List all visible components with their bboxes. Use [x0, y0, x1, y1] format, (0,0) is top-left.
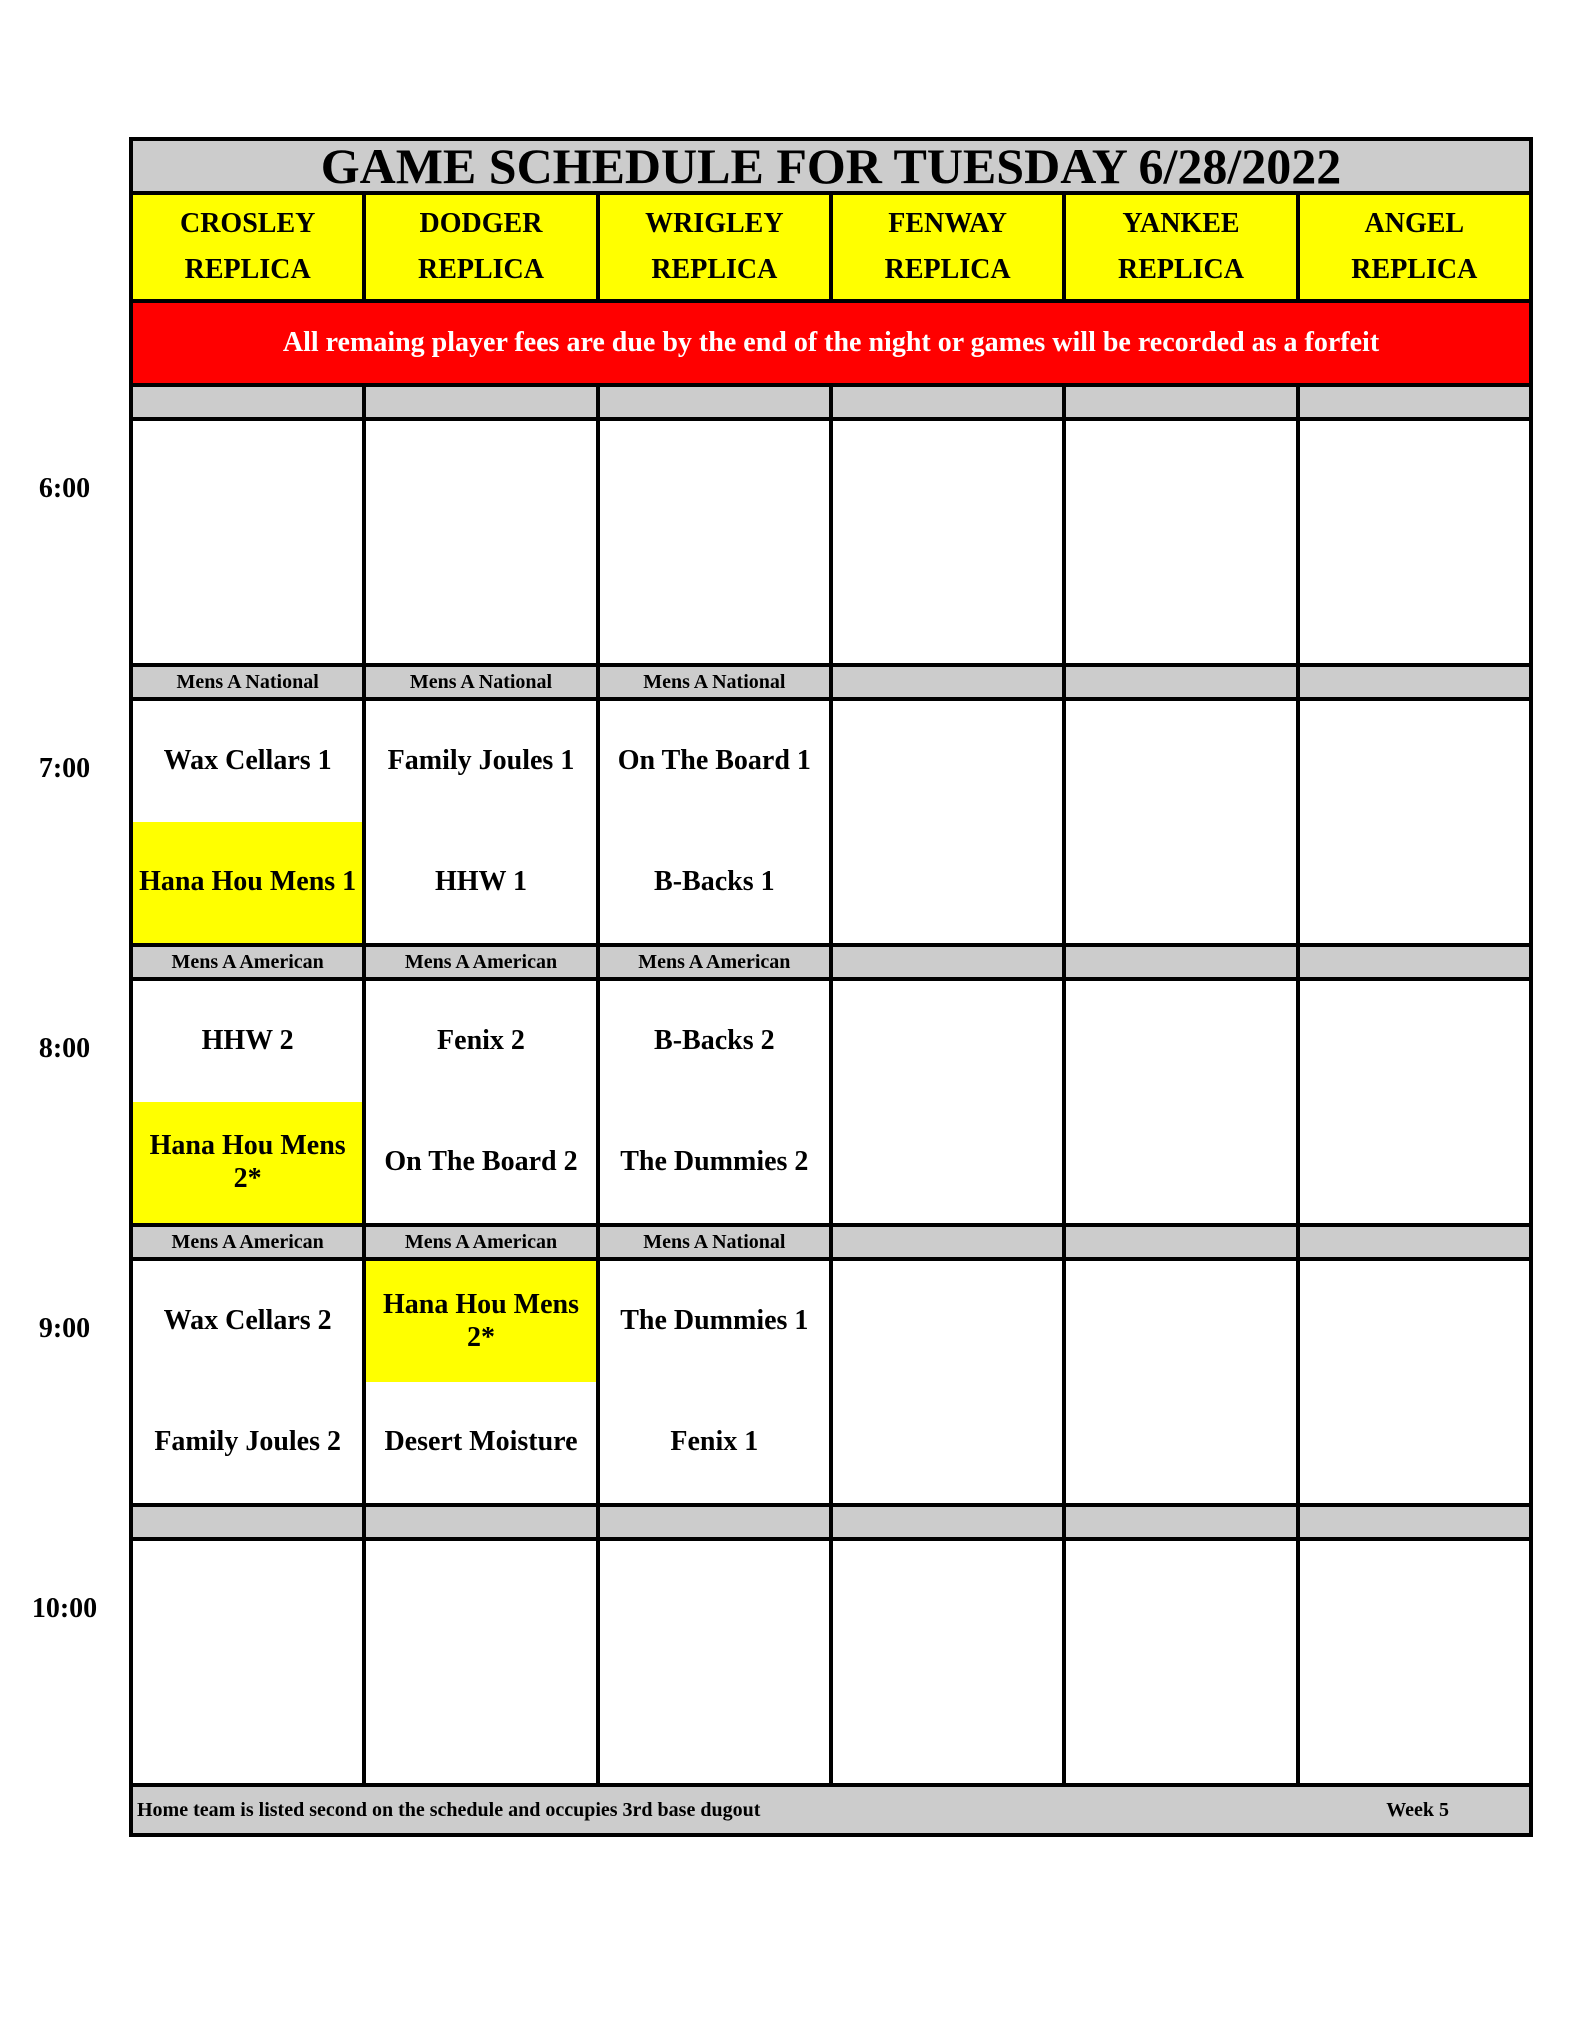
time-label: 7:00: [38, 753, 91, 784]
field-header: [1300, 195, 1529, 299]
away-team: [833, 421, 1062, 542]
field-sub: REPLICA: [1117, 254, 1244, 285]
field-header: [366, 195, 599, 299]
division-label-row: [133, 1507, 1529, 1541]
division-label: [1066, 667, 1299, 697]
field-sub: REPLICA: [184, 254, 311, 285]
division-label: Mens A American: [133, 947, 366, 977]
division-label: [1066, 1227, 1299, 1257]
home-team-note: Home team is listed second on the schedule and occupies 3rd base dugout: [137, 1798, 761, 1821]
field-sub: REPLICA: [651, 254, 778, 285]
game-cell: [366, 1261, 599, 1503]
home-team: [1300, 542, 1529, 663]
away-team: The Dummies 1: [620, 1305, 809, 1337]
division-label: [833, 667, 1066, 697]
home-team: [133, 542, 362, 663]
away-team: [1300, 701, 1529, 822]
time-slot-row: [133, 1541, 1529, 1787]
game-cell: [833, 981, 1066, 1223]
field-name: DODGER: [419, 208, 543, 239]
game-cell: [1066, 421, 1299, 663]
time-label: 8:00: [38, 1033, 91, 1064]
division-label: Mens A National: [600, 667, 833, 697]
division-label: [1300, 947, 1529, 977]
division-label: [600, 1507, 833, 1537]
away-team: Fenix 2: [437, 1025, 525, 1057]
home-team: [600, 1662, 829, 1783]
home-team: [133, 1662, 362, 1783]
division-label: [1066, 947, 1299, 977]
home-team: The Dummies 2: [620, 1146, 809, 1178]
division-label: [133, 1507, 366, 1537]
home-team: HHW 1: [434, 866, 528, 898]
away-team: [1300, 981, 1529, 1102]
division-label-row: [133, 667, 1529, 701]
home-team: [833, 1102, 1062, 1223]
game-cell: [133, 421, 366, 663]
division-label: [1066, 387, 1299, 417]
game-cell: [600, 1261, 833, 1503]
away-team: [833, 981, 1062, 1102]
home-team: Hana Hou Mens 2*: [133, 1102, 362, 1223]
game-cell: [833, 1541, 1066, 1783]
game-cell: [1066, 981, 1299, 1223]
game-cell: [366, 1541, 599, 1783]
field-name: ANGEL: [1364, 208, 1465, 239]
away-team: [1066, 421, 1295, 542]
game-cell: [133, 701, 366, 943]
game-cell: [133, 981, 366, 1223]
division-label-row: [133, 387, 1529, 421]
field-name: WRIGLEY: [645, 208, 784, 239]
home-team: [1300, 1382, 1529, 1503]
division-label: [833, 947, 1066, 977]
home-team: [833, 1662, 1062, 1783]
game-cell: [1300, 981, 1529, 1223]
home-team: [833, 1382, 1062, 1503]
game-cell: [600, 981, 833, 1223]
division-label: Mens A American: [366, 1227, 599, 1257]
home-team: Desert Moisture: [384, 1426, 578, 1458]
away-team: [1066, 1541, 1295, 1662]
field-header: [133, 195, 366, 299]
game-cell: [1066, 701, 1299, 943]
home-team: Family Joules 2: [154, 1426, 341, 1458]
division-label: Mens A American: [133, 1227, 366, 1257]
away-team: [1066, 701, 1295, 822]
game-cell: [1300, 1261, 1529, 1503]
game-cell: [1300, 1541, 1529, 1783]
division-label: [833, 1507, 1066, 1537]
game-cell: [133, 1261, 366, 1503]
game-cell: [366, 981, 599, 1223]
away-team: [833, 701, 1062, 822]
division-label: [366, 1507, 599, 1537]
division-label: Mens A American: [600, 947, 833, 977]
game-cell: [833, 701, 1066, 943]
away-team: Family Joules 1: [387, 745, 575, 777]
home-team: On The Board 2: [384, 1146, 578, 1178]
home-team: B-Backs 1: [654, 866, 775, 898]
home-team: [1300, 1102, 1529, 1223]
game-cell: [1066, 1541, 1299, 1783]
field-name: CROSLEY: [179, 208, 316, 239]
game-cell: [600, 701, 833, 943]
field-sub: REPLICA: [1351, 254, 1478, 285]
away-team: Hana Hou Mens 2*: [366, 1261, 595, 1382]
home-team: [366, 1662, 595, 1783]
away-team: [1066, 1261, 1295, 1382]
time-label: 10:00: [31, 1593, 98, 1624]
home-team: [1066, 542, 1295, 663]
page-title: GAME SCHEDULE FOR TUESDAY 6/28/2022: [133, 141, 1529, 195]
division-label: [133, 387, 366, 417]
division-label: [1300, 1507, 1529, 1537]
division-label: [1066, 1507, 1299, 1537]
division-label: [1300, 667, 1529, 697]
fee-notice-banner: All remaing player fees are due by the end of the night or games will be recorded as a forfeit: [133, 303, 1529, 387]
home-team: [833, 822, 1062, 943]
away-team: [1300, 421, 1529, 542]
home-team: [1300, 822, 1529, 943]
home-team: [1066, 1102, 1295, 1223]
field-sub: REPLICA: [417, 254, 544, 285]
home-team: [1066, 1662, 1295, 1783]
away-team: HHW 2: [201, 1025, 294, 1057]
home-team: [600, 542, 829, 663]
game-cell: [133, 1541, 366, 1783]
away-team: [133, 421, 362, 542]
home-team: [1066, 1382, 1295, 1503]
field-header: [1066, 195, 1299, 299]
field-name: YANKEE: [1122, 208, 1240, 239]
division-label: Mens A National: [133, 667, 366, 697]
away-team: [600, 1541, 829, 1662]
time-label: 9:00: [38, 1313, 91, 1344]
away-team: [1300, 1541, 1529, 1662]
schedule-sheet: [129, 137, 1533, 1837]
away-team: [833, 1261, 1062, 1382]
game-cell: [600, 421, 833, 663]
time-slot-row: [133, 1261, 1529, 1507]
division-label: [1300, 1227, 1529, 1257]
division-label: [600, 387, 833, 417]
away-team: Wax Cellars 1: [163, 745, 332, 777]
time-slot-row: [133, 701, 1529, 947]
away-team: [366, 421, 595, 542]
division-label: [833, 1227, 1066, 1257]
away-team: [833, 1541, 1062, 1662]
field-header-row: [133, 195, 1529, 303]
game-cell: [366, 421, 599, 663]
division-label: Mens A National: [600, 1227, 833, 1257]
away-team: [366, 1541, 595, 1662]
time-slot-row: [133, 421, 1529, 667]
home-team: [366, 542, 595, 663]
home-team: Hana Hou Mens 1: [133, 822, 362, 943]
game-cell: [366, 701, 599, 943]
away-team: [1066, 981, 1295, 1102]
home-team: Fenix 1: [670, 1426, 759, 1458]
time-slot-row: [133, 981, 1529, 1227]
home-team: [833, 542, 1062, 663]
division-label: Mens A American: [366, 947, 599, 977]
field-name: FENWAY: [888, 208, 1008, 239]
home-team: [1300, 1662, 1529, 1783]
game-cell: [833, 1261, 1066, 1503]
away-team: [600, 421, 829, 542]
division-label: [366, 387, 599, 417]
footer-bar: [133, 1787, 1529, 1833]
field-header: [600, 195, 833, 299]
division-label: [833, 387, 1066, 417]
away-team: Wax Cellars 2: [163, 1305, 332, 1337]
week-label: Week 5: [1386, 1798, 1449, 1821]
away-team: On The Board 1: [617, 745, 811, 777]
game-cell: [600, 1541, 833, 1783]
away-team: B-Backs 2: [654, 1025, 775, 1057]
away-team: [133, 1541, 362, 1662]
field-sub: REPLICA: [884, 254, 1011, 285]
division-label: Mens A National: [366, 667, 599, 697]
home-team: [1066, 822, 1295, 943]
field-header: [833, 195, 1066, 299]
game-cell: [833, 421, 1066, 663]
division-label-row: [133, 1227, 1529, 1261]
game-cell: [1300, 421, 1529, 663]
away-team: [1300, 1261, 1529, 1382]
game-cell: [1066, 1261, 1299, 1503]
game-cell: [1300, 701, 1529, 943]
division-label: [1300, 387, 1529, 417]
time-label: 6:00: [38, 473, 91, 504]
division-label-row: [133, 947, 1529, 981]
